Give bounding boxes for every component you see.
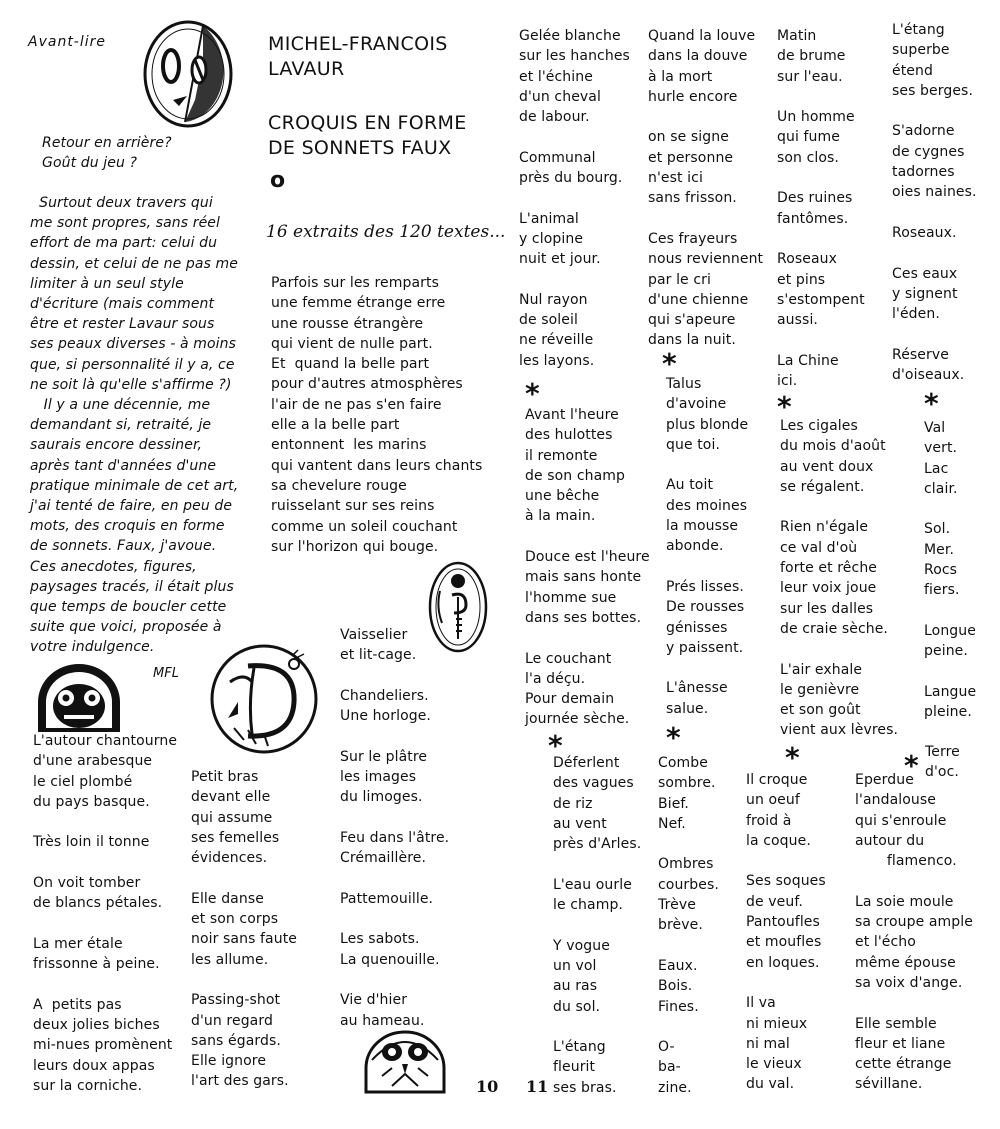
poem-gelee-blanche: Gelée blanche sur les hanches et l'échine d'un cheval de labour. Communal près du bourg. L'animal y clopine nuit et jour. Nul rayon de soleil ne réveille les layons. <box>519 28 630 369</box>
title-circle-mark: o <box>270 168 286 193</box>
poem-matin: Matin de brume sur l'eau. Un homme qui fume son clos. Des ruines fantômes. Roseaux et pins s'estompent aussi. La Chine ici. <box>777 28 865 390</box>
poem-avant-l-heure: Avant l'heure des hulottes il remonte de son champ une bêche à la main. Douce est l'heure mais sans honte l'homme sue dans ses bottes. Le couchant l'a déçu. Pour demain journée sèche. <box>525 407 650 728</box>
poem-deferlent: Déferlent des vagues de riz au vent près d'Arles. L'eau ourle le champ. Y vogue un vol au ras du sol. L'étang fleurit ses bras. <box>553 755 642 1096</box>
poem-quand-la-louve: Quand la louve dans la douve à la mort hurle encore on se signe et personne n'est ici sans frisson. Ces frayeurs nous reviennent par le cri d'une chienne qui s'apeure dans la nuit. <box>648 28 764 349</box>
poem-il-croque: Il croque un oeuf froid à la coque. Ses soques de veuf. Pantoufles et moufles en loques. Il va ni mieux ni mal le vieux du val. <box>746 772 826 1093</box>
poem-petit-bras: Petit bras devant elle qui assume ses femelles évidences. Elle danse et son corps noir sans faute les allume. Passing-shot d'un regard sans égards. Elle ignore l'art des gars. <box>191 769 298 1090</box>
section-star: * <box>924 387 939 420</box>
poem-l-etang: L'étang superbe étend ses berges. S'adorne de cygnes tadornes oies naines. Roseaux. Ces eaux y signent l'éden. Réserve d'oiseaux. <box>892 22 977 384</box>
poem-terre-d-oc: Terre d'oc. <box>925 744 960 781</box>
poem-val-vert: Val vert. Lac clair. Sol. Mer. Rocs fiers. Longue peine. Langue pleine. <box>924 420 977 721</box>
avant-lire-label: Avant-lire <box>28 34 107 50</box>
section-star: * <box>785 741 800 774</box>
split-face-medallion-icon <box>143 20 233 128</box>
poem-remparts: Parfois sur les remparts une femme étrange erre une rousse étrangère qui vient de nulle part. Et quand la belle part pour d'autres atmosphères l'air de ne pas s'en faire elle a la belle part entonnent les marins qui vantent dans leurs chants sa chevelure rouge ruisselant sur ses reins comme un soleil couchant sur l'horizon qui bouge. <box>271 275 483 555</box>
poem-les-cigales: Les cigales du mois d'août au vent doux se régalent. Rien n'égale ce val d'où forte et rêche leur voix joue sur les dalles de craie sèche. L'air exhale le genièvre et son goût vient aux lèvres. <box>780 418 899 739</box>
mask-face-drawing-icon <box>34 662 124 734</box>
section-star: * <box>525 377 540 410</box>
owl-face-drawing-icon <box>362 1030 448 1094</box>
retour-question: Retour en arrière? Goût du jeu ? <box>42 135 172 172</box>
intro-text: Surtout deux travers qui me sont propres, sans réel effort de ma part: celui du dessin, et celui de ne pas me limiter à un seul style d'écriture (mais comment être et rester Lavaur sous ses peaux diverses - à moins que, si personnalité il y a, ce ne soit là qu'elle s'affirme ?) Il y a une décennie, me demandant si, retraité, je saurais encore dessiner, après tant d'années d'une pratique minimale de cet art, j'ai tenté de faire, en peu de mots, des croquis en forme de sonnets. Faux, j'avoue. Ces anecdotes, figures, paysages tracés, il était plus que temps de boucler cette suite que voici, proposée à votre indulgence. <box>30 195 239 656</box>
section-star: * <box>548 729 563 762</box>
section-star: * <box>904 749 919 782</box>
section-star: * <box>662 347 677 380</box>
poem-autour: L'autour chantourne d'une arabesque le ciel plombé du pays basque. Très loin il tonne On voit tomber de blancs pétales. La mer étale frissonne à peine. A petits pas deux jolies biches mi-nues promènent leurs doux appas sur la corniche. <box>33 733 178 1095</box>
page-number-right: 11 <box>526 1077 549 1096</box>
poem-combe: Combe sombre. Bief. Nef. Ombres courbes. Trève brève. Eaux. Bois. Fines. O- ba- zine. <box>658 755 719 1096</box>
poem-talus: Talus d'avoine plus blonde que toi. Au toit des moines la mousse abonde. Prés lisses. De rousses génisses y paissent. L'ânesse salue. <box>666 376 749 717</box>
poem-vaisselier: Vaisselier et lit-cage. Chandeliers. Une horloge. Sur le plâtre les images du limoges. Feu dans l'âtre. Crémaillère. Pattemouille. Les sabots. La quenouille. Vie d'hier au hameau. <box>340 627 450 1029</box>
page-number-left: 10 <box>476 1077 499 1096</box>
section-star: * <box>666 721 681 754</box>
collection-title: CROQUIS EN FORME DE SONNETS FAUX <box>268 112 467 159</box>
poem-eperdue: Eperdue l'andalouse qui s'enroule autour du flamenco. La soie moule sa croupe ample et l'écho même épouse sa voix d'ange. Elle semble fleur et liane cette étrange sévillane. <box>855 772 973 1093</box>
bird-letter-d-medallion-icon <box>208 642 320 756</box>
section-star: * <box>777 390 792 423</box>
signature: MFL <box>153 666 179 681</box>
author-name: MICHEL-FRANCOIS LAVAUR <box>268 33 448 80</box>
handwritten-subtitle: 16 extraits des 120 textes... <box>266 222 506 242</box>
